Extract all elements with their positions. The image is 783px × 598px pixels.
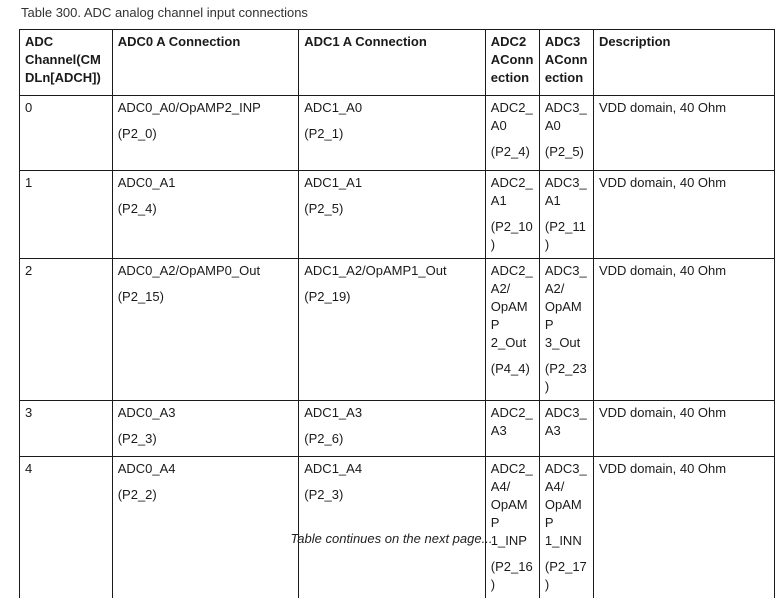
cell-adc1: ADC1_A2/OpAMP1_Out (P2_19) [299,259,486,401]
cell-adc3: ADC3_ A2/ OpAMP 3_Out (P2_23) [539,259,593,401]
cell-description: VDD domain, 40 Ohm [593,171,774,259]
table-row [20,171,775,259]
cell-channel: 4 [20,457,113,598]
header-adc0: ADC0 A Connection [112,30,299,96]
table-header-row [20,30,775,96]
cell-adc1: ADC1_A4 (P2_3) [299,457,486,598]
cell-adc3: ADC3_ A0 (P2_5) [539,96,593,171]
cell-adc2: ADC2_ A4/ OpAMP 1_INP (P2_16) [485,457,539,598]
adc-channel-table [19,29,775,598]
cell-adc0: ADC0_A2/OpAMP0_Out (P2_15) [112,259,299,401]
table-row [20,259,775,401]
header-adc1: ADC1 A Connection [299,30,486,96]
cell-adc0: ADC0_A0/OpAMP2_INP (P2_0) [112,96,299,171]
cell-adc2: ADC2_ A1 (P2_10) [485,171,539,259]
cell-description: VDD domain, 40 Ohm [593,401,774,457]
cell-adc1: ADC1_A1 (P2_5) [299,171,486,259]
table-caption: Table 300. ADC analog channel input connections [21,5,308,20]
cell-adc0: ADC0_A1 (P2_4) [112,171,299,259]
cell-channel: 3 [20,401,113,457]
cell-description: VDD domain, 40 Ohm [593,259,774,401]
table-row [20,401,775,457]
cell-adc2: ADC2_ A3 [485,401,539,457]
table-row [20,457,775,598]
header-channel: ADC Channel(CMDLn[ADCH]) [20,30,113,96]
cell-adc3: ADC3_ A4/ OpAMP 1_INN (P2_17) [539,457,593,598]
cell-adc0: ADC0_A3 (P2_3) [112,401,299,457]
cell-adc1: ADC1_A0 (P2_1) [299,96,486,171]
table-continues-note: Table continues on the next page... [0,531,783,546]
cell-adc0: ADC0_A4 (P2_2) [112,457,299,598]
cell-adc3: ADC3_ A3 [539,401,593,457]
cell-description: VDD domain, 40 Ohm [593,457,774,598]
cell-channel: 2 [20,259,113,401]
cell-adc3: ADC3_ A1 (P2_11) [539,171,593,259]
table-row [20,96,775,171]
cell-adc2: ADC2_ A0 (P2_4) [485,96,539,171]
cell-channel: 1 [20,171,113,259]
cell-adc1: ADC1_A3 (P2_6) [299,401,486,457]
cell-channel: 0 [20,96,113,171]
header-adc3: ADC3 AConnection [539,30,593,96]
cell-adc2: ADC2_ A2/ OpAMP 2_Out (P4_4) [485,259,539,401]
header-description: Description [593,30,774,96]
header-adc2: ADC2 AConnection [485,30,539,96]
cell-description: VDD domain, 40 Ohm [593,96,774,171]
